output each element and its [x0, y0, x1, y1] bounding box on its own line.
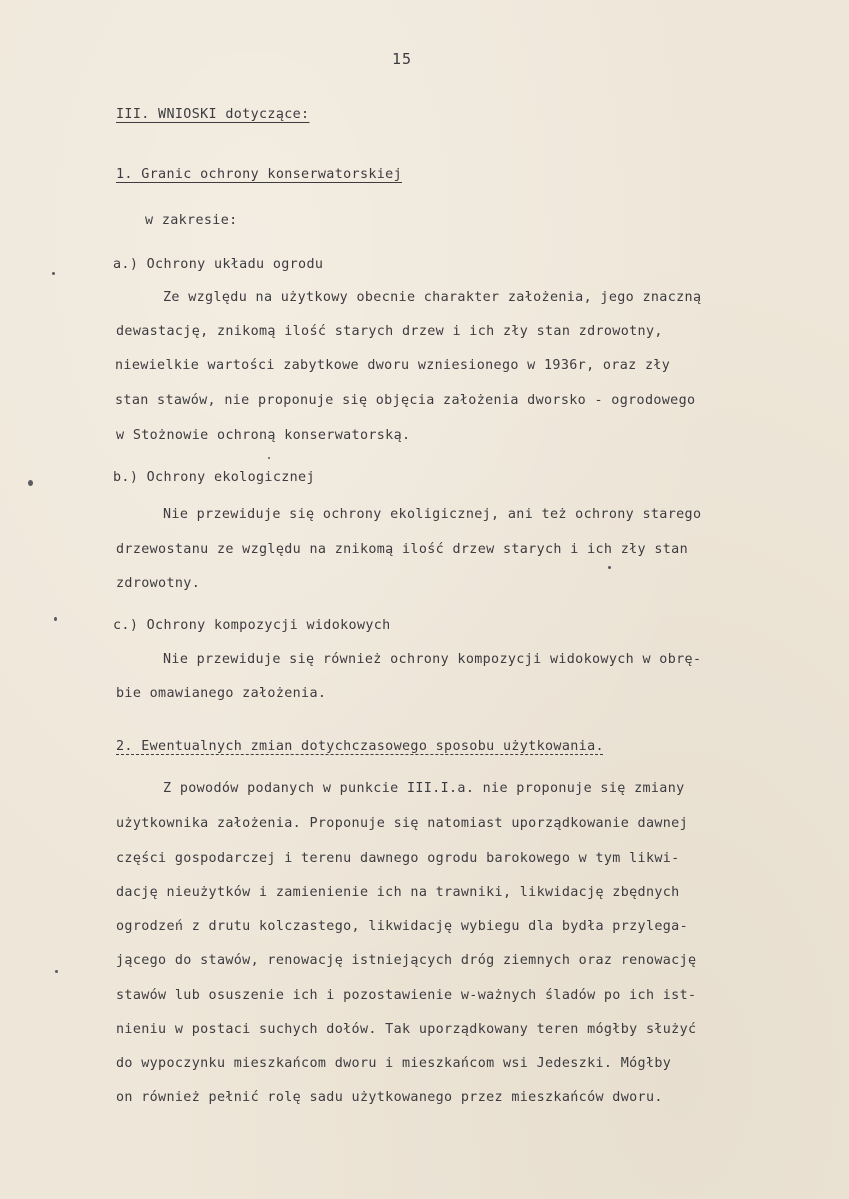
page-speck [268, 457, 270, 459]
subsection-b-title: b.) Ochrony ekologicznej [113, 470, 315, 485]
section-2-line: części gospodarczej i terenu dawnego ogrodu barokowego w tym likwi- [116, 851, 680, 866]
subsection-a-line: w Stożnowie ochroną konserwatorską. [116, 428, 411, 443]
subsection-c-title: c.) Ochrony kompozycji widokowych [113, 618, 391, 633]
subsection-b-line: zdrowotny. [116, 576, 201, 591]
section-2-line: Z powodów podanych w punkcie III.I.a. nie proponuje się zmiany [163, 781, 685, 796]
subsection-c-line: bie omawianego założenia. [116, 686, 327, 701]
main-heading: III. WNIOSKI dotyczące: [116, 107, 310, 122]
subsection-c-line: Nie przewiduje się również ochrony kompozycji widokowych w obrę- [163, 652, 702, 667]
margin-speck [52, 272, 55, 275]
section-2-line: ogrodzeń z drutu kolczastego, likwidację wybiegu dla bydła przylega- [116, 919, 689, 934]
section-2-line: on również pełnić rolę sadu użytkowanego przez mieszkańców dworu. [116, 1090, 663, 1105]
subsection-b-line: Nie przewiduje się ochrony ekoligicznej, ani też ochrony starego [163, 507, 702, 522]
section-2-line: użytkownika założenia. Proponuje się natomiast uporządkowanie dawnej [116, 816, 689, 831]
section-2-line: do wypoczynku mieszkańcom dworu i mieszkańcom wsi Jedeszki. Mógłby [116, 1056, 672, 1071]
subsection-b-line: drzewostanu ze względu na znikomą ilość drzew starych i ich zły stan [116, 542, 689, 557]
page-speck [608, 566, 611, 569]
margin-speck [54, 617, 57, 621]
section-1-scope: w zakresie: [145, 213, 238, 228]
section-1-title: 1. Granic ochrony konserwatorskiej [116, 167, 403, 182]
subsection-a-line: niewielkie wartości zabytkowe dworu wzniesionego w 1936r, oraz zły [115, 358, 671, 373]
section-2-line: dację nieużytków i zamienienie ich na trawniki, likwidację zbędnych [116, 885, 680, 900]
margin-speck [55, 970, 58, 973]
section-2-line: jącego do stawów, renowację istniejących dróg ziemnych oraz renowację [116, 953, 697, 968]
subsection-a-line: stan stawów, nie proponuje się objęcia założenia dworsko - ogrodowego [115, 393, 696, 408]
section-2-line: nieniu w postaci suchych dołów. Tak uporządkowany teren mógłby służyć [116, 1022, 697, 1037]
margin-speck [28, 480, 33, 486]
page-number: 15 [392, 50, 413, 68]
section-2-line: stawów lub osuszenie ich i pozostawienie w-ważnych śladów po ich ist- [116, 988, 697, 1003]
section-2-title: 2. Ewentualnych zmian dotychczasowego sposobu użytkowania. [116, 739, 604, 754]
subsection-a-line: Ze względu na użytkowy obecnie charakter założenia, jego znaczną [163, 290, 702, 305]
subsection-a-title: a.) Ochrony układu ogrodu [113, 257, 324, 272]
subsection-a-line: dewastację, znikomą ilość starych drzew i ich zły stan zdrowotny, [116, 324, 663, 339]
